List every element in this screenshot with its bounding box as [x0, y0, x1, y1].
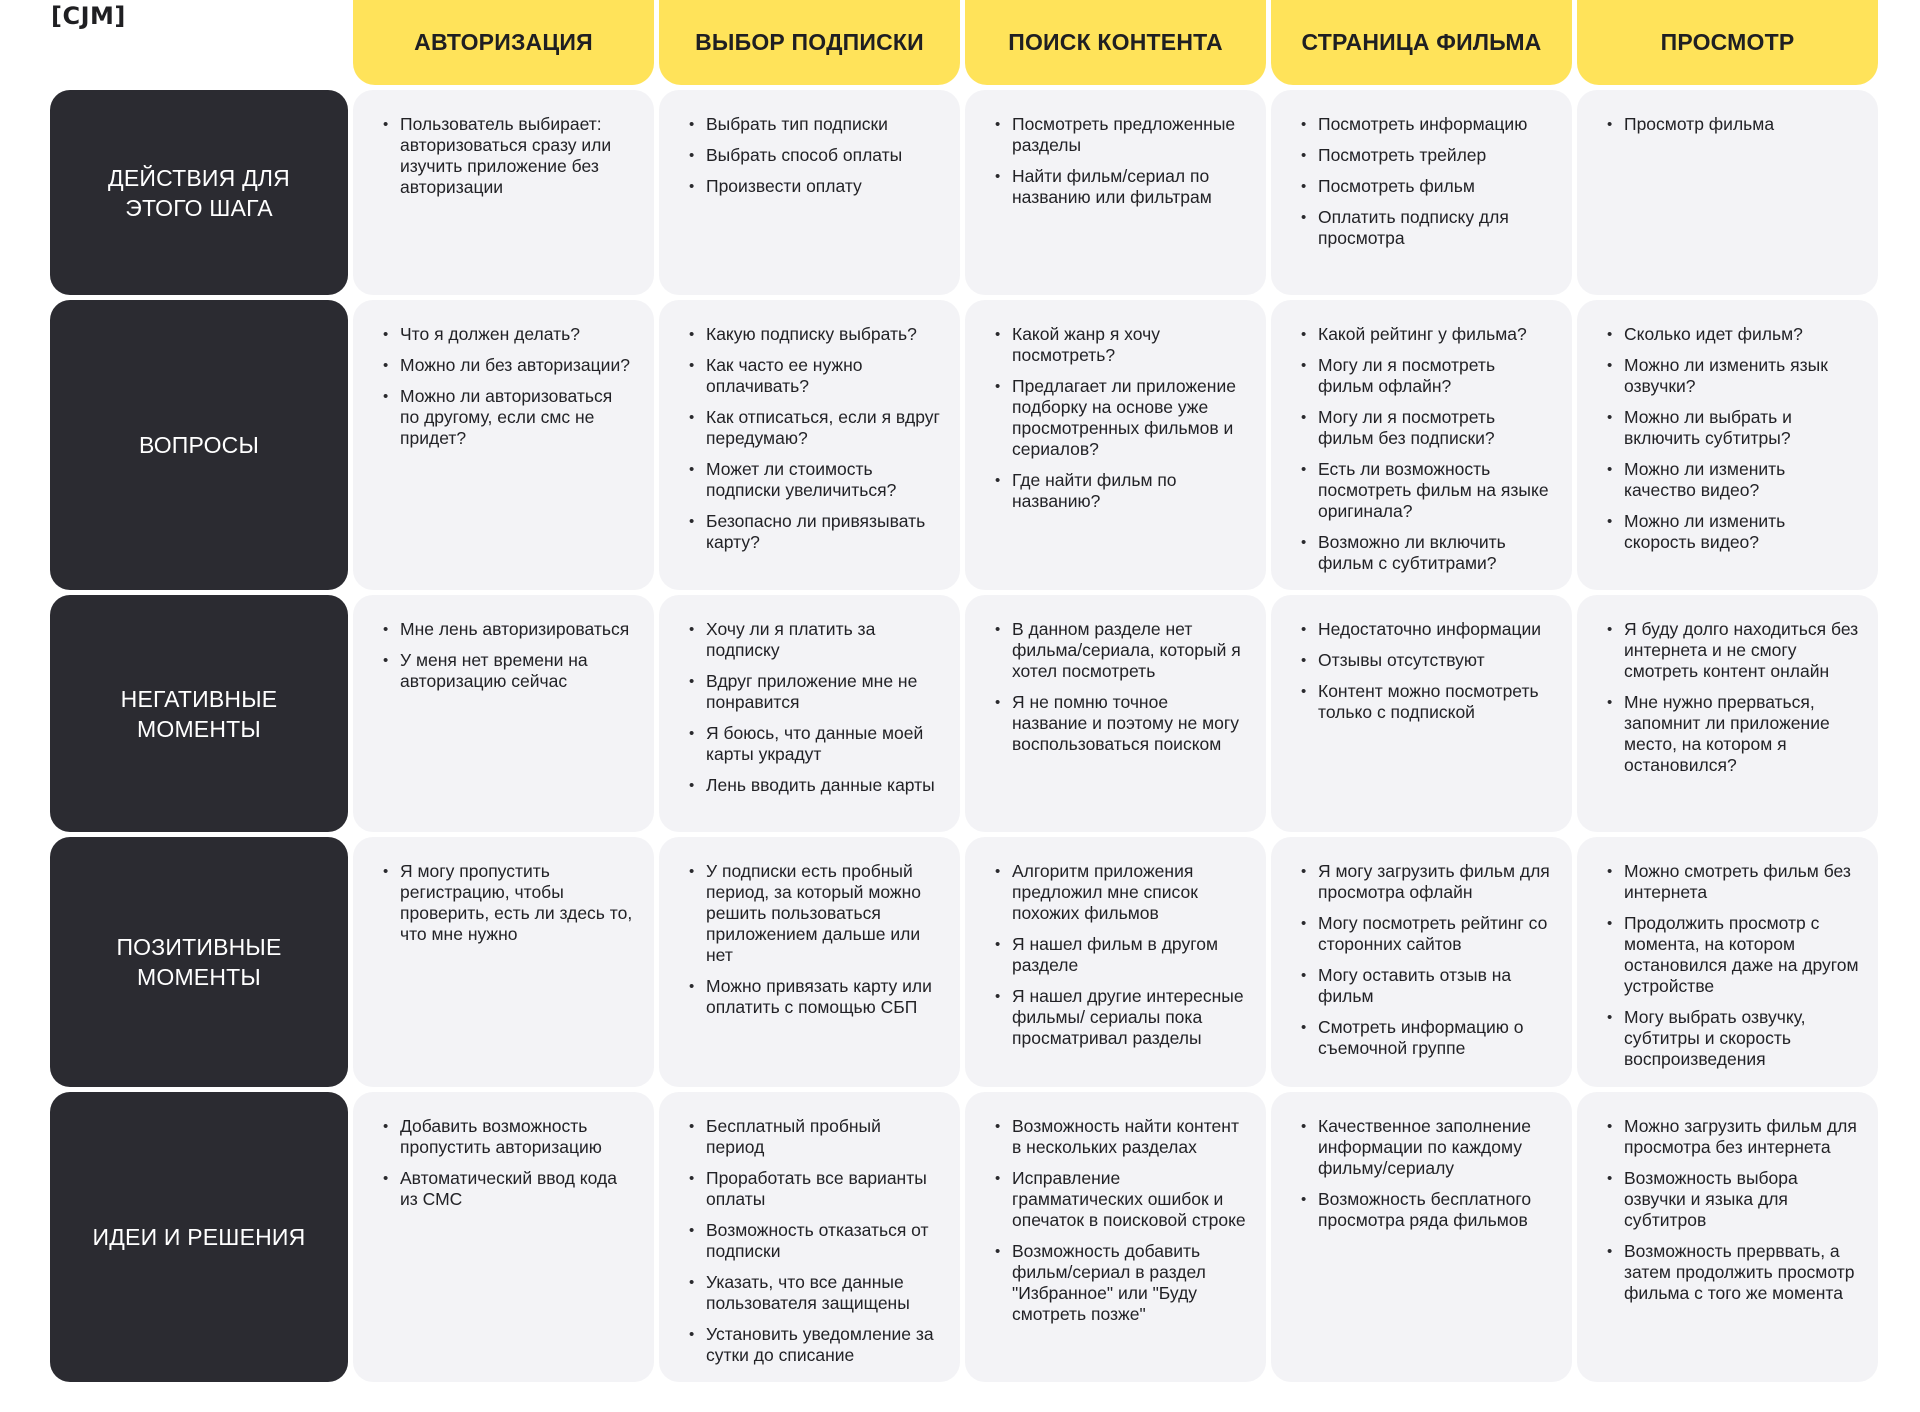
bullet-list — [995, 324, 1248, 512]
list-item: • Качественное заполнение информации по каждому фильму/сериалу — [1301, 1116, 1554, 1179]
bullet-list — [995, 619, 1248, 755]
list-item: • Можно ли изменить скорость видео? — [1607, 511, 1860, 553]
cell-ideas-content-search — [965, 1092, 1266, 1382]
bullet-list — [1607, 1116, 1860, 1304]
cell-positives-film-page — [1271, 837, 1572, 1087]
cell-questions-film-page — [1271, 300, 1572, 590]
cell-ideas-film-page — [1271, 1092, 1572, 1382]
bullet-list — [383, 619, 636, 692]
list-item: • Выбрать способ оплаты — [689, 145, 942, 166]
cell-negatives-film-page — [1271, 595, 1572, 832]
stage-header-content-search: ПОИСК КОНТЕНТА — [965, 0, 1266, 85]
list-item: • Возможно ли включить фильм с субтитрами? — [1301, 532, 1554, 574]
stage-header-viewing: ПРОСМОТР — [1577, 0, 1878, 85]
cell-positives-content-search — [965, 837, 1266, 1087]
list-item: • Хочу ли я платить за подписку — [689, 619, 942, 661]
bullet-list — [1301, 861, 1554, 1059]
bullet-list — [1301, 619, 1554, 723]
list-item: • Оплатить подписку для просмотра — [1301, 207, 1554, 249]
list-item: • Смотреть информацию о съемочной группе — [1301, 1017, 1554, 1059]
bullet-list — [1607, 619, 1860, 776]
list-item: • Указать, что все данные пользователя защищены — [689, 1272, 942, 1314]
list-item: • Возможность отказаться от подписки — [689, 1220, 942, 1262]
cell-positives-viewing — [1577, 837, 1878, 1087]
list-item: • Произвести оплату — [689, 176, 942, 197]
bullet-list — [995, 114, 1248, 208]
bullet-list — [1607, 324, 1860, 553]
list-item: • Можно ли авторизоваться по другому, если смс не придет? — [383, 386, 636, 449]
cell-ideas-subscription — [659, 1092, 960, 1382]
list-item: • Проработать все варианты оплаты — [689, 1168, 942, 1210]
list-item: • Пользователь выбирает: авторизоваться сразу или изучить приложение без авторизации — [383, 114, 636, 198]
list-item: • Лень вводить данные карты — [689, 775, 942, 796]
list-item: • Я не помню точное название и поэтому не могу воспользоваться поиском — [995, 692, 1248, 755]
bullet-list — [383, 114, 636, 198]
list-item: • Какой рейтинг у фильма? — [1301, 324, 1554, 345]
list-item: • Найти фильм/сериал по названию или фильтрам — [995, 166, 1248, 208]
list-item: • Продолжить просмотр с момента, на котором остановился даже на другом устройстве — [1607, 913, 1860, 997]
row-header-ideas: ИДЕИ И РЕШЕНИЯ — [50, 1092, 348, 1382]
cjm-grid — [50, 0, 1878, 1382]
bullet-list — [689, 114, 942, 197]
list-item: • Вдруг приложение мне не понравится — [689, 671, 942, 713]
cell-actions-content-search — [965, 90, 1266, 295]
bullet-list — [1301, 324, 1554, 574]
cell-ideas-authorization — [353, 1092, 654, 1382]
cell-actions-film-page — [1271, 90, 1572, 295]
list-item: • Можно загрузить фильм для просмотра без интернета — [1607, 1116, 1860, 1158]
list-item: • Где найти фильм по названию? — [995, 470, 1248, 512]
cell-negatives-subscription — [659, 595, 960, 832]
list-item: • Недостаточно информации — [1301, 619, 1554, 640]
list-item: • Добавить возможность пропустить авторизацию — [383, 1116, 636, 1158]
list-item: • Исправление грамматических ошибок и опечаток в поисковой строке — [995, 1168, 1248, 1231]
list-item: • Предлагает ли приложение подборку на основе уже просмотренных фильмов и сериалов? — [995, 376, 1248, 460]
cell-ideas-viewing — [1577, 1092, 1878, 1382]
cell-negatives-authorization — [353, 595, 654, 832]
list-item: • Просмотр фильма — [1607, 114, 1860, 135]
list-item: • Я могу пропустить регистрацию, чтобы проверить, есть ли здесь то, что мне нужно — [383, 861, 636, 945]
list-item: • Я могу загрузить фильм для просмотра офлайн — [1301, 861, 1554, 903]
list-item: • Безопасно ли привязывать карту? — [689, 511, 942, 553]
row-header-actions: ДЕЙСТВИЯ ДЛЯ ЭТОГО ШАГА — [50, 90, 348, 295]
cell-negatives-content-search — [965, 595, 1266, 832]
list-item: • Могу посмотреть рейтинг со сторонних сайтов — [1301, 913, 1554, 955]
bullet-list — [995, 1116, 1248, 1325]
list-item: • Автоматический ввод кода из СМС — [383, 1168, 636, 1210]
bullet-list — [383, 1116, 636, 1210]
list-item: • Я боюсь, что данные моей карты украдут — [689, 723, 942, 765]
stage-header-film-page: СТРАНИЦА ФИЛЬМА — [1271, 0, 1572, 85]
list-item: • Контент можно посмотреть только с подпиской — [1301, 681, 1554, 723]
cell-positives-authorization — [353, 837, 654, 1087]
bullet-list — [383, 861, 636, 945]
row-header-positives: ПОЗИТИВНЫЕ МОМЕНТЫ — [50, 837, 348, 1087]
list-item: • Можно привязать карту или оплатить с помощью СБП — [689, 976, 942, 1018]
stage-header-authorization: АВТОРИЗАЦИЯ — [353, 0, 654, 85]
list-item: • Возможность выбора озвучки и языка для субтитров — [1607, 1168, 1860, 1231]
list-item: • Посмотреть предложенные разделы — [995, 114, 1248, 156]
bullet-list — [1301, 114, 1554, 249]
list-item: • Как часто ее нужно оплачивать? — [689, 355, 942, 397]
grid-corner — [50, 0, 348, 85]
list-item: • Алгоритм приложения предложил мне список похожих фильмов — [995, 861, 1248, 924]
bullet-list — [1607, 861, 1860, 1070]
list-item: • Я буду долго находиться без интернета и не смогу смотреть контент онлайн — [1607, 619, 1860, 682]
list-item: • Может ли стоимость подписки увеличиться? — [689, 459, 942, 501]
list-item: • Посмотреть трейлер — [1301, 145, 1554, 166]
row-header-questions: ВОПРОСЫ — [50, 300, 348, 590]
list-item: • Возможность бесплатного просмотра ряда фильмов — [1301, 1189, 1554, 1231]
list-item: • Можно ли изменить качество видео? — [1607, 459, 1860, 501]
bullet-list — [689, 861, 942, 1018]
cell-questions-authorization — [353, 300, 654, 590]
bullet-list — [995, 861, 1248, 1049]
list-item: • В данном разделе нет фильма/сериала, который я хотел посмотреть — [995, 619, 1248, 682]
cell-actions-subscription — [659, 90, 960, 295]
list-item: • Какую подписку выбрать? — [689, 324, 942, 345]
list-item: • Можно ли выбрать и включить субтитры? — [1607, 407, 1860, 449]
cell-questions-subscription — [659, 300, 960, 590]
list-item: • Как отписаться, если я вдруг передумаю? — [689, 407, 942, 449]
bullet-list — [689, 619, 942, 796]
list-item: • Могу ли я посмотреть фильм без подписки? — [1301, 407, 1554, 449]
list-item: • Возможность прерввать, а затем продолжить просмотр фильма с того же момента — [1607, 1241, 1860, 1304]
list-item: • Мне лень авторизироваться — [383, 619, 636, 640]
list-item: • Отзывы отсутствуют — [1301, 650, 1554, 671]
list-item: • Могу выбрать озвучку, субтитры и скорость воспроизведения — [1607, 1007, 1860, 1070]
list-item: • У меня нет времени на авторизацию сейчас — [383, 650, 636, 692]
list-item: • Мне нужно прерваться, запомнит ли приложение место, на котором я остановился? — [1607, 692, 1860, 776]
list-item: • Посмотреть информацию — [1301, 114, 1554, 135]
cell-questions-viewing — [1577, 300, 1878, 590]
bullet-list — [1301, 1116, 1554, 1231]
list-item: • Можно смотреть фильм без интернета — [1607, 861, 1860, 903]
list-item: • Выбрать тип подписки — [689, 114, 942, 135]
cell-positives-subscription — [659, 837, 960, 1087]
cell-actions-viewing — [1577, 90, 1878, 295]
list-item: • У подписки есть пробный период, за который можно решить пользоваться приложением дальше или нет — [689, 861, 942, 966]
list-item: • Можно ли без авторизации? — [383, 355, 636, 376]
stage-header-subscription: ВЫБОР ПОДПИСКИ — [659, 0, 960, 85]
list-item: • Сколько идет фильм? — [1607, 324, 1860, 345]
bullet-list — [1607, 114, 1860, 135]
list-item: • Можно ли изменить язык озвучки? — [1607, 355, 1860, 397]
list-item: • Бесплатный пробный период — [689, 1116, 942, 1158]
cell-questions-content-search — [965, 300, 1266, 590]
bullet-list — [383, 324, 636, 449]
cell-negatives-viewing — [1577, 595, 1878, 832]
row-header-negatives: НЕГАТИВНЫЕ МОМЕНТЫ — [50, 595, 348, 832]
list-item: • Какой жанр я хочу посмотреть? — [995, 324, 1248, 366]
list-item: • Есть ли возможность посмотреть фильм на языке оригинала? — [1301, 459, 1554, 522]
list-item: • Я нашел другие интересные фильмы/ сериалы пока просматривал разделы — [995, 986, 1248, 1049]
list-item: • Возможность добавить фильм/сериал в раздел "Избранное" или "Буду смотреть позже" — [995, 1241, 1248, 1325]
bullet-list — [689, 1116, 942, 1366]
bullet-list — [689, 324, 942, 553]
brand-logo: [CJM] — [51, 2, 126, 30]
list-item: • Установить уведомление за сутки до списание — [689, 1324, 942, 1366]
list-item: • Возможность найти контент в нескольких разделах — [995, 1116, 1248, 1158]
list-item: • Могу ли я посмотреть фильм офлайн? — [1301, 355, 1554, 397]
list-item: • Могу оставить отзыв на фильм — [1301, 965, 1554, 1007]
list-item: • Я нашел фильм в другом разделе — [995, 934, 1248, 976]
list-item: • Посмотреть фильм — [1301, 176, 1554, 197]
cell-actions-authorization — [353, 90, 654, 295]
list-item: • Что я должен делать? — [383, 324, 636, 345]
